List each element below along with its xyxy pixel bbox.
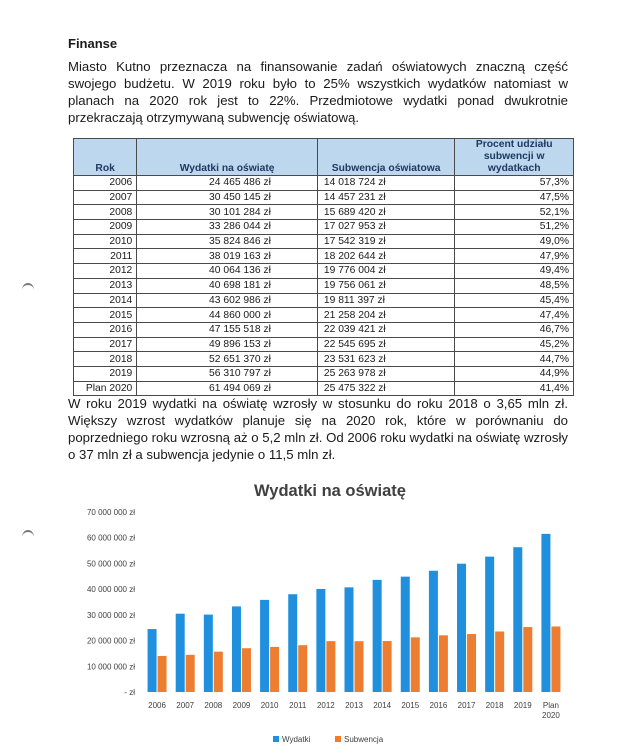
legend-swatch-wydatki: [273, 736, 279, 742]
x-tick-label: 2016: [429, 701, 448, 710]
legend-label-wydatki: Wydatki: [282, 735, 311, 744]
bar-subwencja: [242, 648, 251, 692]
x-tick-label: 2007: [176, 701, 195, 710]
cell-year: 2015: [74, 308, 137, 323]
cell-expenses: 47 155 518 zł: [137, 322, 318, 337]
cell-subsidy: 22 039 421 zł: [317, 322, 454, 337]
cell-percent: 51,2%: [455, 220, 574, 235]
cell-expenses: 35 824 846 zł: [137, 234, 318, 249]
legend-label-subwencja: Subwencja: [344, 735, 384, 744]
bar-wydatki: [401, 577, 410, 692]
x-tick-label: 2018: [485, 701, 504, 710]
bar-wydatki: [345, 587, 354, 692]
table-row: [74, 337, 574, 352]
cell-expenses: 56 310 797 zł: [137, 366, 318, 381]
cell-subsidy: 18 202 644 zł: [317, 249, 454, 264]
bar-wydatki: [485, 557, 494, 692]
bar-wydatki: [316, 589, 325, 692]
x-tick-label: Plan: [542, 701, 559, 710]
cell-subsidy: 19 776 004 zł: [317, 264, 454, 279]
bar-wydatki: [541, 534, 550, 692]
table-row: [74, 381, 574, 396]
cell-expenses: 38 019 163 zł: [137, 249, 318, 264]
intro-paragraph: Miasto Kutno przeznacza na finansowanie zadań oświatowych znaczną część swojego budżetu. W 2019 roku było to 25% wszystkich wydatków natomiast w planach na 2020 rok jest to 22%. Przedmiotowe wydatki ponad dwukrotnie przekraczają otrzymywaną subwencję oświatową.: [68, 59, 568, 125]
table-row: [74, 293, 574, 308]
y-tick-label: 70 000 000 zł: [86, 508, 135, 517]
bar-subwencja: [214, 652, 223, 692]
cell-year: 2017: [74, 337, 137, 352]
cell-subsidy: 22 545 695 zł: [317, 337, 454, 352]
y-tick-label: 30 000 000 zł: [86, 610, 135, 620]
x-tick-label: 2017: [457, 701, 476, 710]
table-row: [74, 366, 574, 381]
cell-subsidy: 21 258 204 zł: [317, 308, 454, 323]
bar-subwencja: [158, 656, 167, 692]
cell-subsidy: 19 811 397 zł: [317, 293, 454, 308]
bar-wydatki: [176, 614, 185, 692]
cell-expenses: 49 896 153 zł: [137, 337, 318, 352]
cell-expenses: 43 602 986 zł: [137, 293, 318, 308]
legend-swatch-subwencja: [335, 736, 341, 742]
x-tick-label: 2020: [542, 711, 560, 720]
cell-subsidy: 17 027 953 zł: [317, 220, 454, 235]
cell-percent: 52,1%: [455, 205, 574, 220]
cell-expenses: 40 698 181 zł: [137, 278, 318, 293]
bar-wydatki: [148, 629, 157, 692]
table-body: [74, 176, 574, 396]
cell-percent: 49,4%: [455, 264, 574, 279]
table-header-row: [74, 139, 574, 176]
cell-expenses: 24 465 486 zł: [137, 176, 318, 191]
cell-subsidy: 14 457 231 zł: [317, 190, 454, 205]
table-row: [74, 234, 574, 249]
cell-expenses: 52 651 370 zł: [137, 352, 318, 367]
header-subsidy: Subwencja oświatowa: [317, 139, 454, 176]
table-row: [74, 205, 574, 220]
bar-wydatki: [373, 580, 382, 692]
cell-year: 2010: [74, 234, 137, 249]
cell-subsidy: 15 689 420 zł: [317, 205, 454, 220]
expenses-bar-chart: [85, 470, 575, 755]
cell-subsidy: 19 756 061 zł: [317, 278, 454, 293]
bar-subwencja: [467, 634, 476, 692]
cell-expenses: 40 064 136 zł: [137, 264, 318, 279]
bar-wydatki: [513, 547, 522, 692]
cell-year: 2018: [74, 352, 137, 367]
x-tick-label: 2006: [148, 701, 166, 710]
cell-year: 2013: [74, 278, 137, 293]
cell-year: 2019: [74, 366, 137, 381]
section-heading: Finanse: [68, 36, 118, 51]
summary-paragraph: W roku 2019 wydatki na oświatę wzrosły w stosunku do roku 2018 o 3,65 mln zł. Większy wzrost wydatków planuje się na 2020 rok, które w porównaniu do poprzedniego roku wzrosną aż o 5,2 mln zł. Od 2006 roku wydatki na oświatę wzrosły o 37 mln zł a subwencja jedynie o 11,5 mln zł.: [68, 396, 568, 462]
bar-subwencja: [523, 627, 532, 692]
cell-percent: 46,7%: [455, 322, 574, 337]
y-tick-label: 60 000 000 zł: [86, 533, 135, 543]
cell-year: 2016: [74, 322, 137, 337]
x-tick-label: 2019: [513, 701, 532, 710]
table-row: [74, 190, 574, 205]
cell-subsidy: 25 263 978 zł: [317, 366, 454, 381]
cell-percent: 44,7%: [455, 352, 574, 367]
cell-year: 2008: [74, 205, 137, 220]
y-tick-label: - zł: [124, 688, 135, 697]
cell-percent: 47,5%: [455, 190, 574, 205]
cell-expenses: 30 101 284 zł: [137, 205, 318, 220]
bar-subwencja: [298, 645, 307, 692]
chart-title: Wydatki na oświatę: [254, 482, 406, 500]
bar-wydatki: [232, 606, 241, 692]
x-tick-label: 2012: [316, 701, 335, 710]
bar-subwencja: [551, 626, 560, 692]
bar-subwencja: [355, 641, 364, 692]
bar-subwencja: [326, 641, 335, 692]
binder-hole-mark: [22, 530, 34, 544]
x-tick-label: 2010: [260, 701, 279, 710]
table-row: [74, 278, 574, 293]
cell-percent: 45,4%: [455, 293, 574, 308]
bar-subwencja: [411, 637, 420, 692]
y-tick-label: 40 000 000 zł: [86, 585, 135, 595]
cell-expenses: 30 450 145 zł: [137, 190, 318, 205]
y-tick-label: 10 000 000 zł: [86, 662, 135, 672]
cell-percent: 47,4%: [455, 308, 574, 323]
table-row: [74, 176, 574, 191]
cell-expenses: 61 494 069 zł: [137, 381, 318, 396]
cell-percent: 41,4%: [455, 381, 574, 396]
cell-year: 2012: [74, 264, 137, 279]
cell-subsidy: 23 531 623 zł: [317, 352, 454, 367]
cell-percent: 44,9%: [455, 366, 574, 381]
expenses-table: [73, 138, 574, 396]
x-tick-label: 2008: [204, 701, 223, 710]
bar-subwencja: [186, 655, 195, 692]
cell-year: 2014: [74, 293, 137, 308]
bar-subwencja: [270, 647, 279, 692]
cell-subsidy: 25 475 322 zł: [317, 381, 454, 396]
x-tick-label: 2014: [373, 701, 392, 710]
cell-subsidy: 17 542 319 zł: [317, 234, 454, 249]
header-percent: Procent udziału subwencji w wydatkach: [455, 139, 574, 176]
cell-year: Plan 2020: [74, 381, 137, 396]
table-row: [74, 249, 574, 264]
cell-percent: 45,2%: [455, 337, 574, 352]
bar-wydatki: [429, 571, 438, 692]
bar-wydatki: [204, 615, 213, 692]
y-tick-label: 20 000 000 zł: [86, 636, 135, 646]
table-row: [74, 322, 574, 337]
cell-year: 2009: [74, 220, 137, 235]
bar-wydatki: [288, 594, 297, 692]
y-tick-label: 50 000 000 zł: [86, 559, 135, 569]
header-year: Rok: [74, 139, 137, 176]
table-row: [74, 264, 574, 279]
cell-percent: 48,5%: [455, 278, 574, 293]
cell-subsidy: 14 018 724 zł: [317, 176, 454, 191]
bar-subwencja: [383, 641, 392, 692]
cell-year: 2006: [74, 176, 137, 191]
cell-year: 2011: [74, 249, 137, 264]
table-row: [74, 352, 574, 367]
bar-wydatki: [457, 564, 466, 692]
binder-hole-mark: [22, 283, 34, 297]
bar-subwencja: [439, 635, 448, 692]
x-tick-label: 2013: [345, 701, 363, 710]
cell-expenses: 33 286 044 zł: [137, 220, 318, 235]
cell-percent: 49,0%: [455, 234, 574, 249]
cell-expenses: 44 860 000 zł: [137, 308, 318, 323]
cell-year: 2007: [74, 190, 137, 205]
table-row: [74, 308, 574, 323]
header-expenses: Wydatki na oświatę: [137, 139, 318, 176]
x-tick-label: 2009: [232, 701, 251, 710]
table-row: [74, 220, 574, 235]
x-tick-label: 2015: [401, 701, 420, 710]
x-tick-label: 2011: [289, 701, 307, 710]
cell-percent: 47,9%: [455, 249, 574, 264]
cell-percent: 57,3%: [455, 176, 574, 191]
bar-wydatki: [260, 600, 269, 692]
bar-subwencja: [495, 631, 504, 692]
